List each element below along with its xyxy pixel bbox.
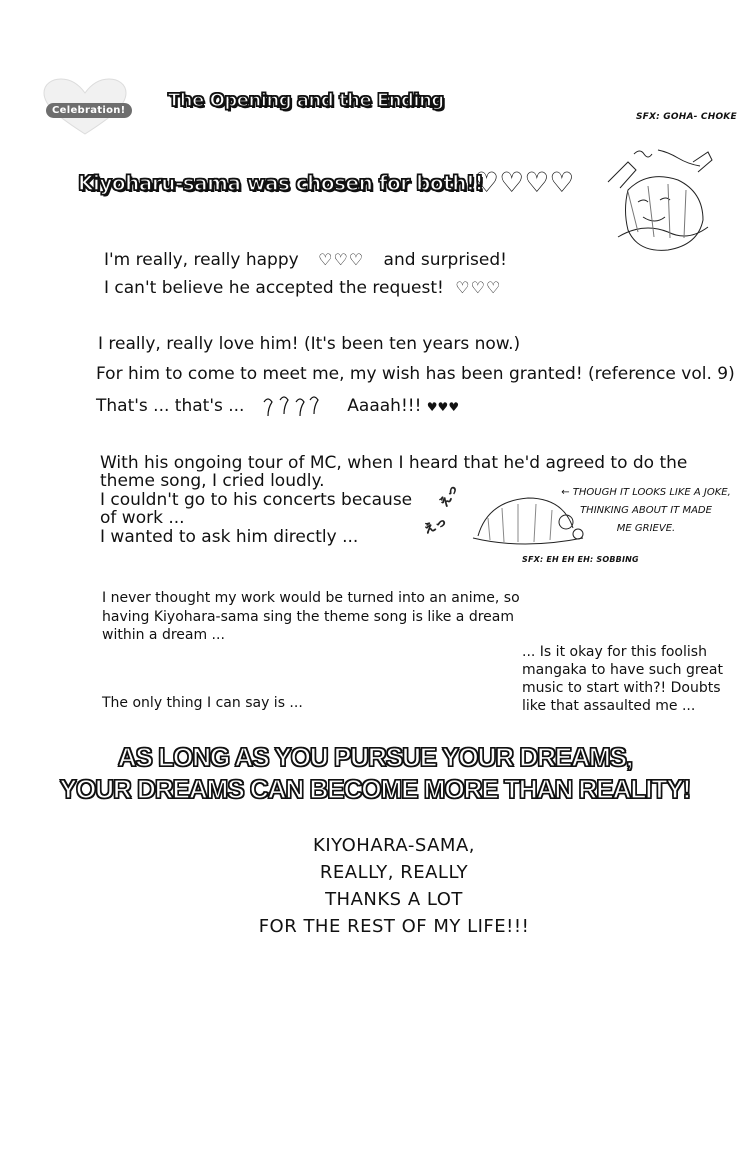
svg-text:えっ: えっ xyxy=(421,513,450,537)
p6-line4: like that assaulted me ... xyxy=(522,698,696,714)
p2-line1: I really, really love him! (It's been ten years now.) xyxy=(98,334,521,354)
p3-line4: of work ... xyxy=(100,508,185,528)
subtitle: Kiyoharu-sama was chosen for both!! xyxy=(78,171,484,195)
p4-line2: having Kiyohara-sama sing the theme song is like a dream xyxy=(102,609,514,625)
p6-line1: ... Is it okay for this foolish xyxy=(522,644,707,660)
p6-line3: music to start with?! Doubts xyxy=(522,680,721,696)
sfx-sobbing: SFX: EH EH EH: SOBBING xyxy=(522,555,639,564)
p4-line1: I never thought my work would be turned into an anime, so xyxy=(102,590,520,606)
filled-hearts-icon: ♥♥♥ xyxy=(426,400,460,414)
celebration-badge: Celebration! xyxy=(46,103,132,118)
p2-line2: For him to come to meet me, my wish has been granted! (reference vol. 9) xyxy=(96,364,735,384)
p3-line1: With his ongoing tour of MC, when I heard that he'd agreed to do the xyxy=(100,453,688,473)
p1-line2 xyxy=(104,278,501,298)
closing-line2: REALLY, REALLY xyxy=(319,862,469,883)
p3-line2: theme song, I cried loudly. xyxy=(100,471,325,491)
p6-line2: mangaka to have such great xyxy=(522,662,723,678)
hearts-icon: ♡♡♡ xyxy=(455,278,502,297)
banner-line1: AS LONG AS YOU PURSUE YOUR DREAMS, xyxy=(117,742,633,772)
p2-line3b-text: Aaaah!!! xyxy=(347,396,422,416)
p1-line1 xyxy=(104,250,507,270)
p3-line3: I couldn't go to his concerts because xyxy=(100,490,413,510)
side-note xyxy=(556,484,736,538)
p1-line2-text: I can't believe he accepted the request! xyxy=(104,278,444,298)
drip-hearts-icon xyxy=(260,396,324,416)
character-choke-illustration xyxy=(598,142,718,257)
hearts-icon: ♡♡♡ xyxy=(318,250,365,269)
side-note-line1: ← THOUGH IT LOOKS LIKE A JOKE, xyxy=(561,487,731,498)
page-title: The Opening and the Ending xyxy=(168,90,444,111)
closing-line4: FOR THE REST OF MY LIFE!!! xyxy=(258,916,530,937)
svg-text:えっ: えっ xyxy=(436,481,461,510)
p1-line1b-text: and surprised! xyxy=(383,250,507,270)
subtitle-hearts: ♡♡♡♡ xyxy=(474,166,575,199)
closing-line3: THANKS A LOT xyxy=(325,889,463,910)
closing-block xyxy=(0,832,750,940)
p4-line3: within a dream ... xyxy=(102,627,225,643)
p1-line1-text: I'm really, really happy xyxy=(104,250,299,270)
p2-line3 xyxy=(96,396,459,417)
sfx-top: SFX: GOHA- CHOKE xyxy=(636,112,737,122)
side-note-line2: THINKING ABOUT IT MADE xyxy=(580,505,712,516)
closing-line1: KIYOHARA-SAMA, xyxy=(313,835,475,856)
p3-line5: I wanted to ask him directly ... xyxy=(100,527,359,547)
banner-line2: YOUR DREAMS CAN BECOME MORE THAN REALITY! xyxy=(59,774,691,804)
p5-line1: The only thing I can say is ... xyxy=(102,695,303,711)
p2-line3a-text: That's ... that's ... xyxy=(96,396,245,416)
side-note-line3: ME GRIEVE. xyxy=(616,523,676,534)
